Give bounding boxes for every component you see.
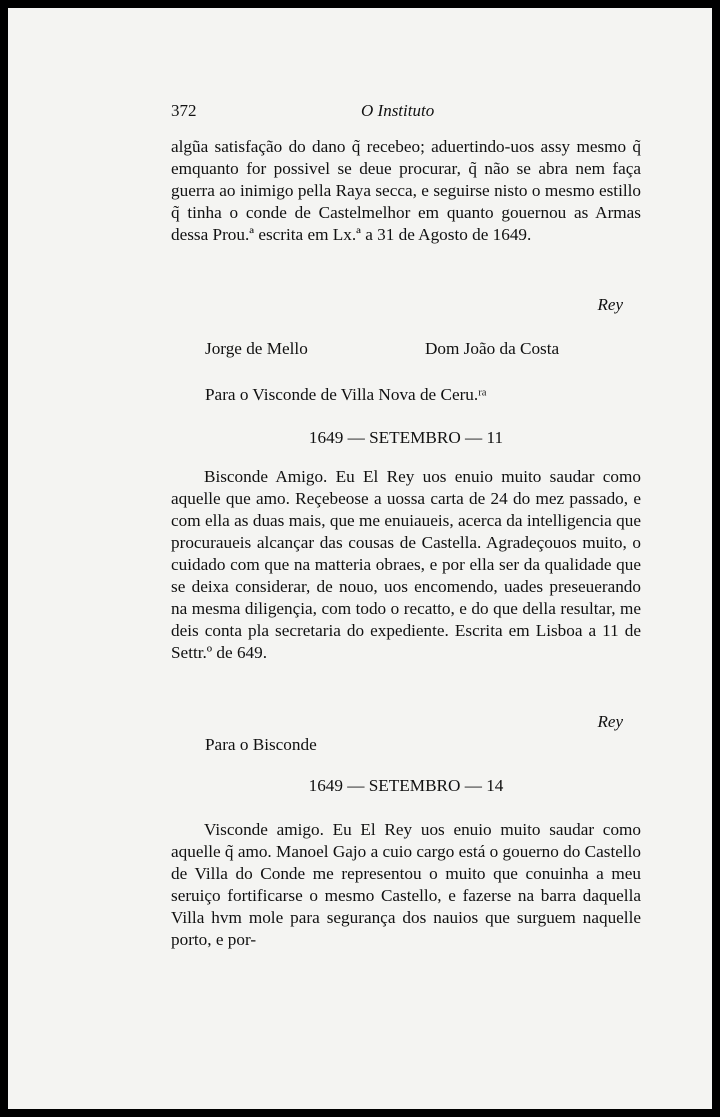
letter1-body-block [171,136,641,246]
letter2-date-heading: 1649 — SETEMBRO — 11 [308,428,504,447]
running-title: O Instituto [361,101,435,120]
page-number: 372 [171,101,197,120]
letter1-signature: Rey [597,295,623,314]
letter1-body: algũa satisfação do dano q̃ recebeo; aduertindo-uos assy mesmo q̃ emquanto for possivel se deue procurar, q̃ não se abra nem faça guerra ao inimigo pella Raya secca, e seguirse nisto o mesmo estillo q̃ tinha o conde de Castelmelhor em quanto gouernou as Armas dessa Prou.ª escrita em Lx.ª a 31 de Agosto de 1649. [171,137,641,244]
letter2-signature: Rey [597,712,623,731]
page-header [171,101,641,125]
letter1-cosigner-right: Dom João da Costa [425,339,560,358]
letter3-body: Visconde amigo. Eu El Rey uos enuio muito saudar como aquelle q̃ amo. Manoel Gajo a cuio cargo está o gouerno do Castello de Villa do Conde me representou o muito que conuinha a meu seruiço fortificarse o mesmo Castello, e fazerse na barra daquella Villa hvm mole para segurança dos nauios que surguem naquelle porto, e por- [171,820,641,949]
document-page [8,8,712,1109]
letter3-body-block [171,819,641,951]
letter2-body: Bisconde Amigo. Eu El Rey uos enuio muito saudar como aquelle que amo. Reçebeose a uossa carta de 24 do mez passado, e com ella as duas mais, que me enuiaueis, acerca da intelligencia que procuraueis alcançar das cousas de Castella. Agradeçouos muito, o cuidado com que na matteria obraes, e por ella ser da qualidade que se deixa considerar, de nouo, uos encomendo, uades preseuerando na mesma diligençia, com todo o recatto, e do que della resultar, me deis conta pla secretaria do expediente. Escrita em Lisboa a 11 de Settr.º de 649. [171,467,641,662]
letter3-date-heading: 1649 — SETEMBRO — 14 [308,776,504,795]
letter1-cosigner-left: Jorge de Mello [205,339,308,358]
letter1-addressee: Para o Visconde de Villa Nova de Ceru.ʳᵃ [205,385,487,404]
letter2-addressee: Para o Bisconde [205,735,317,754]
letter2-body-block [171,466,641,664]
